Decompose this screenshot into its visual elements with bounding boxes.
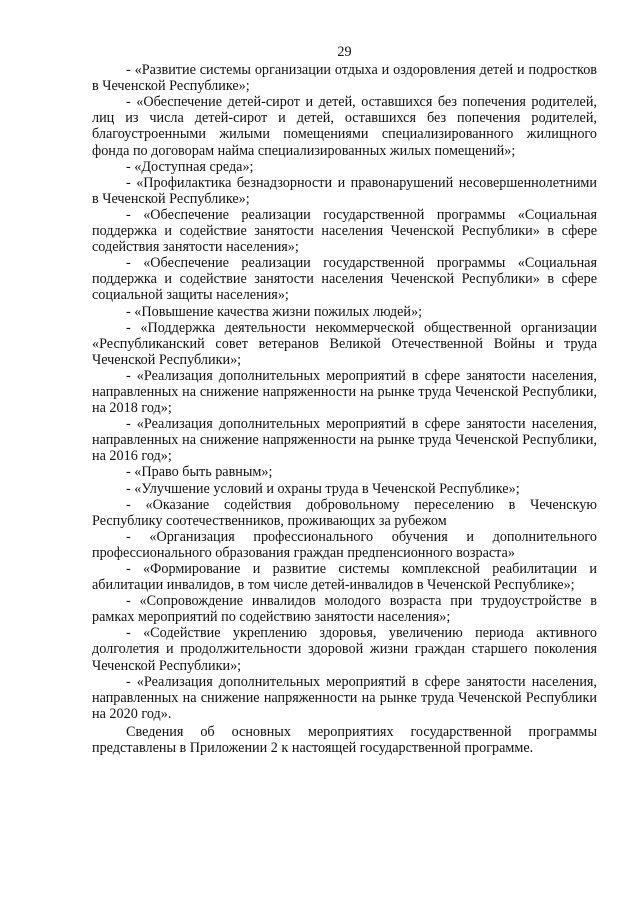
list-item: - «Формирование и развитие системы комплексной реабилитации и абилитации инвалидов, в том числе детей-инвалидов в Чеченской Республике»; — [92, 561, 597, 594]
document-page — [92, 44, 597, 756]
list-item: - «Поддержка деятельности некоммерческой общественной организации «Республиканский совет ветеранов Великой Отечественной Войны и труда Чеченской Республики»; — [92, 319, 597, 368]
list-item: - «Реализация дополнительных мероприятий в сфере занятости населения, направленных на снижение напряженности на рынке труда Чеченской Республики, на 2018 год»; — [92, 367, 597, 417]
list-item: - «Оказание содействия добровольному переселению в Чеченскую Республику соотечественников, проживающих за рубежом — [92, 496, 597, 529]
list-item: - «Профилактика безнадзорности и правонарушений несовершеннолетними в Чеченской Республике»; — [92, 174, 597, 207]
list-item: - «Улучшение условий и охраны труда в Чеченской Республике»; — [126, 480, 520, 497]
list-item: - «Развитие системы организации отдыха и оздоровления детей и подростков в Чеченской Республике»; — [92, 62, 597, 95]
list-item: - «Право быть равным»; — [126, 464, 273, 481]
list-item: - «Организация профессионального обучения и дополнительного профессионального образования граждан предпенсионного возраста» — [92, 528, 597, 561]
list-item: - «Реализация дополнительных мероприятий в сфере занятости населения, направленных на снижение напряженности на рынке труда Чеченской Республики, на 2016 год»; — [92, 416, 597, 465]
list-item: - «Реализация дополнительных мероприятий в сфере занятости населения, направленных на снижение напряженности на рынке труда Чеченской Республики на 2020 год». — [92, 673, 597, 722]
list-item: - «Доступная среда»; — [126, 158, 254, 175]
list-item: - «Сопровождение инвалидов молодого возраста при трудоустройстве в рамках мероприятий по содействию занятости населения»; — [92, 593, 597, 626]
program-list — [92, 62, 597, 722]
summary-paragraph: Сведения об основных мероприятиях государственной программы представлены в Приложении 2 к настоящей государственной программе. — [92, 723, 597, 757]
list-item: - «Обеспечение реализации государственной программы «Социальная поддержка и содействие занятости населения Чеченской Республики» в сфере содействия занятости населения»; — [92, 206, 597, 256]
list-item: - «Обеспечение детей-сирот и детей, оставшихся без попечения родителей, лиц из числа детей-сирот и детей, оставшихся без попечения родителей, благоустроенными жилыми помещениями специализированного жилищного фонда по договорам найма специализированных жилых помещений»; — [92, 94, 597, 159]
list-item: - «Повышение качества жизни пожилых людей»; — [126, 303, 423, 320]
page-number: 29 — [337, 44, 352, 60]
list-item: - «Содействие укреплению здоровья, увеличению периода активного долголетия и продолжительности здоровой жизни граждан старшего поколения Чеченской Республики»; — [92, 625, 597, 674]
list-item: - «Обеспечение реализации государственной программы «Социальная поддержка и содействие занятости населения Чеченской Республики» в сфере социальной защиты населения»; — [92, 255, 597, 304]
